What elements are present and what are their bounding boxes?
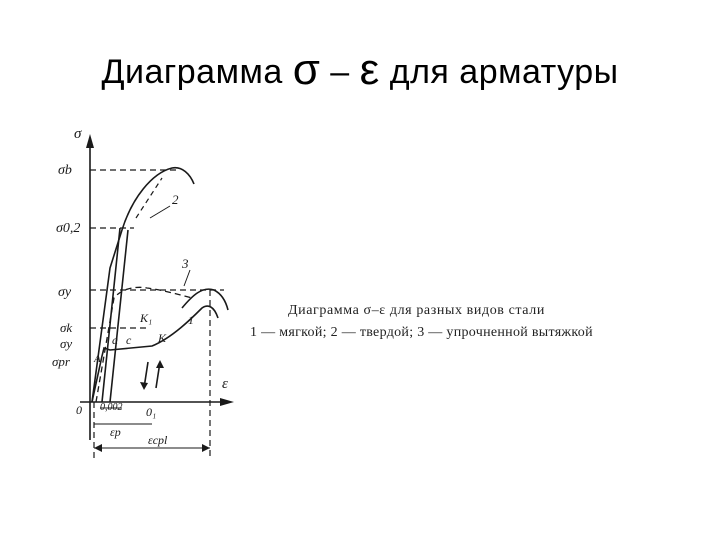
- title-dash: –: [320, 53, 360, 91]
- point-a: a: [112, 333, 118, 347]
- strain-0002: 0,002: [100, 402, 123, 413]
- x-axis-arrow: [220, 398, 234, 406]
- stress-strain-diagram: [52, 118, 242, 468]
- label-sy-top: σy: [58, 285, 72, 300]
- point-a-cap: A: [94, 353, 101, 365]
- slide-title: [0, 44, 720, 94]
- point-k: K: [158, 331, 167, 345]
- curve-label-2: 2: [172, 192, 179, 207]
- dim-ecpl-arrow-left: [94, 444, 102, 452]
- label-s02: σ0,2: [56, 221, 81, 236]
- origin1-label: 0₁: [146, 405, 157, 419]
- curve-label-1: 1: [188, 313, 194, 327]
- leader-3: [184, 270, 190, 286]
- y-axis-arrow: [86, 134, 94, 148]
- y-axis-label: σ: [74, 126, 82, 142]
- arrow-down-head: [140, 382, 148, 390]
- point-c: c: [126, 333, 132, 347]
- strain-ecpl: εcpl: [148, 433, 168, 447]
- curve-2-dash: [136, 178, 162, 218]
- title-suffix: для арматуры: [379, 53, 619, 91]
- point-k1: K₁: [140, 311, 153, 325]
- origin-label: 0: [76, 403, 82, 417]
- unload-line-2: [110, 230, 128, 402]
- arrow-up-head: [156, 360, 164, 368]
- label-sb: σb: [58, 163, 72, 178]
- title-epsilon: ε: [359, 45, 380, 94]
- caption-line-1: Диаграмма σ–ε для разных видов стали: [288, 303, 545, 318]
- label-sk: σk: [60, 320, 73, 335]
- strain-ep: εp: [110, 425, 121, 439]
- diagram-caption: [250, 300, 690, 344]
- title-prefix: Диаграмма: [101, 53, 293, 91]
- x-axis-label: ε: [222, 376, 228, 392]
- label-sy: σy: [60, 336, 73, 351]
- label-spr: σpr: [52, 354, 70, 369]
- curve-2: [92, 168, 194, 402]
- curve-label-3: 3: [182, 256, 189, 271]
- dim-ecpl-arrow-right: [202, 444, 210, 452]
- leader-2: [150, 206, 170, 218]
- unload-line-1: [102, 228, 120, 402]
- caption-line-2: 1 — мягкой; 2 — твердой; 3 — упрочненной вытяжкой: [250, 325, 593, 340]
- title-sigma: σ: [292, 45, 321, 94]
